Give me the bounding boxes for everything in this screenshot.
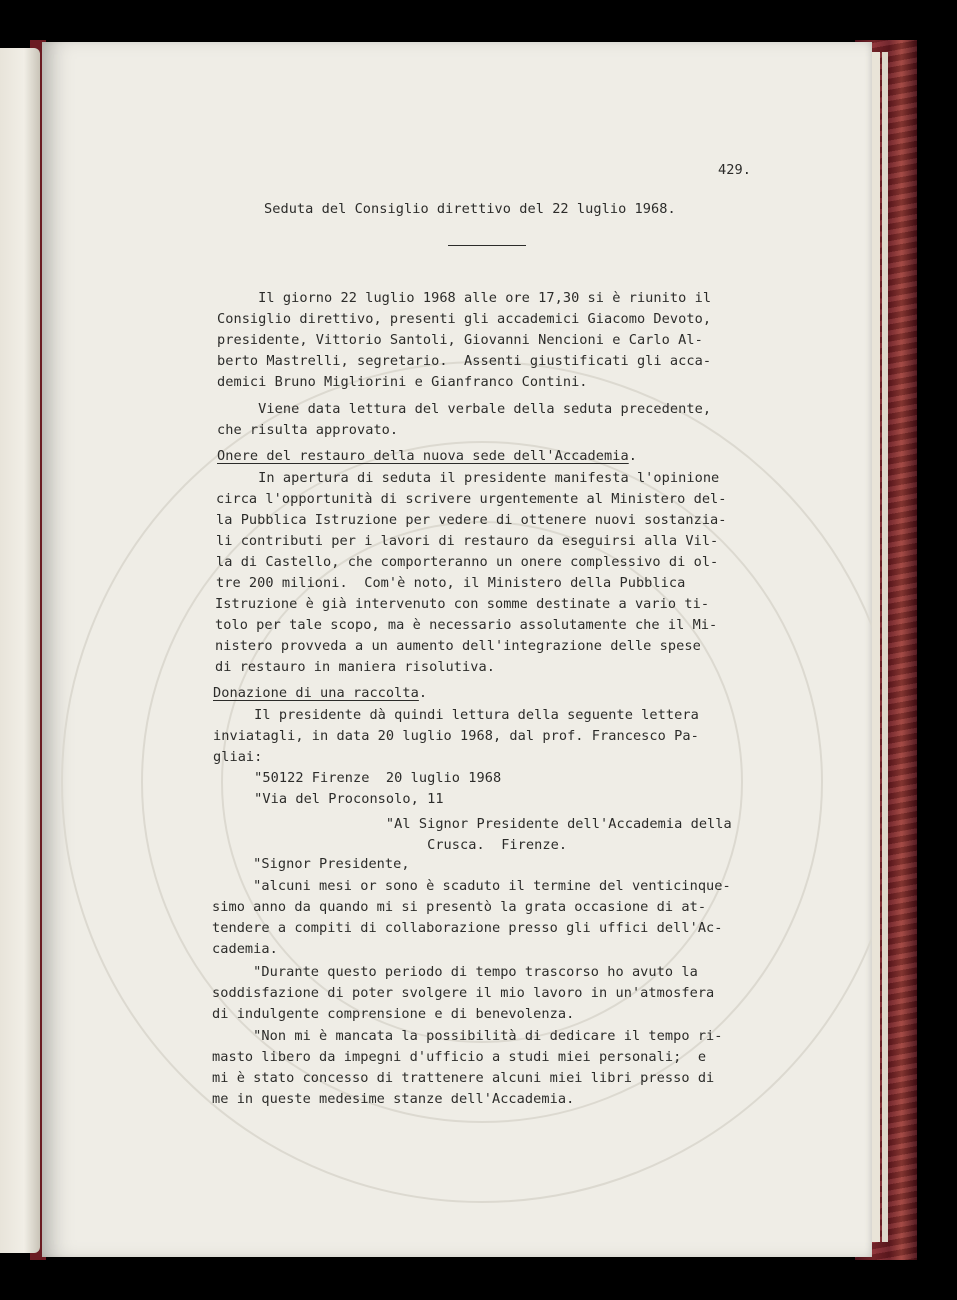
letter-body-line-0: "alcuni mesi or sono è scaduto il termine del venticinque- [212, 878, 731, 894]
letter-salutation: "Signor Presidente, [212, 856, 410, 872]
letter-recipient-line: "Al Signor Presidente dell'Accademia della [213, 816, 732, 832]
para-onere-line-0: In apertura di seduta il presidente manifesta l'opinione [217, 470, 720, 486]
heading-donazione-suffix: . [418, 685, 428, 701]
letter-body-line-10: me in queste medesime stanze dell'Accademia. [212, 1091, 575, 1107]
para-donazione-line-2: gliai: [213, 749, 263, 765]
letter-body-line-7: "Non mi è mancata la possibilità di dedicare il tempo ri- [212, 1028, 723, 1044]
page-edges [872, 52, 880, 1242]
document-page [42, 42, 872, 1257]
heading-donazione-text: Donazione di una raccolta [213, 685, 419, 701]
para-intro-line-1: Consiglio direttivo, presenti gli accademici Giacomo Devoto, [217, 311, 712, 327]
left-page [0, 48, 40, 1253]
para-intro-line-3: berto Mastrelli, segretario. Assenti giustificati gli acca- [217, 353, 712, 369]
letter-body-line-8: masto libero da impegni d'ufficio a studi miei personali; e [212, 1049, 707, 1065]
para-intro-line-2: presidente, Vittorio Santoli, Giovanni Nencioni e Carlo Al- [217, 332, 703, 348]
letter-street-line: "Via del Proconsolo, 11 [213, 791, 444, 807]
para-onere-line-9: di restauro in maniera risolutiva. [215, 659, 495, 675]
para-onere-line-6: Istruzione è già intervenuto con somme destinate a vario ti- [215, 596, 710, 612]
para-verbale-line-0: Viene data lettura del verbale della seduta precedente, [217, 401, 712, 417]
letter-recipient-city: Crusca. Firenze. [213, 837, 568, 853]
letter-body-line-3: cademia. [212, 941, 278, 957]
page-title: Seduta del Consiglio direttivo del 22 luglio 1968. [264, 201, 676, 217]
heading-onere-text: Onere del restauro della nuova sede dell'Accademia [217, 448, 629, 464]
para-intro-line-0: Il giorno 22 luglio 1968 alle ore 17,30 si è riunito il [217, 290, 712, 306]
para-donazione-line-1: inviatagli, in data 20 luglio 1968, dal prof. Francesco Pa- [213, 728, 699, 744]
letter-body-line-2: tendere a compiti di collaborazione presso gli uffici dell'Ac- [212, 920, 723, 936]
letter-body-line-6: di indulgente comprensione e di benevolenza. [212, 1006, 575, 1022]
page-edges-2 [882, 52, 888, 1242]
letter-body-line-5: soddisfazione di poter svolgere il mio lavoro in un'atmosfera [212, 985, 715, 1001]
section-heading-donazione [213, 683, 427, 704]
para-donazione-line-0: Il presidente dà quindi lettura della seguente lettera [213, 707, 699, 723]
letter-address-line: "50122 Firenze 20 luglio 1968 [213, 770, 502, 786]
para-verbale-line-1: che risulta approvato. [217, 422, 399, 438]
letter-body-line-4: "Durante questo periodo di tempo trascorso ho avuto la [212, 964, 698, 980]
title-rule [448, 245, 526, 246]
section-heading-onere [217, 446, 637, 467]
para-onere-line-8: nistero provveda a un aumento dell'integrazione delle spese [215, 638, 701, 654]
letter-body-line-1: simo anno da quando mi si presentò la grata occasione di at- [212, 899, 707, 915]
para-onere-line-7: tolo per tale scopo, ma è necessario assolutamente che il Mi- [215, 617, 718, 633]
para-onere-line-4: la di Castello, che comporteranno un onere complessivo di ol- [216, 554, 719, 570]
para-onere-line-2: la Pubblica Istruzione per vedere di ottenere nuovi sostanzia- [216, 512, 727, 528]
heading-onere-suffix: . [628, 448, 637, 464]
para-intro-line-4: demici Bruno Migliorini e Gianfranco Contini. [217, 374, 588, 390]
para-onere-line-1: circa l'opportunità di scrivere urgentemente al Ministero del- [216, 491, 727, 507]
para-onere-line-5: tre 200 milioni. Com'è noto, il Ministero della Pubblica [216, 575, 686, 591]
page-number: 429. [718, 162, 751, 178]
para-onere-line-3: li contributi per i lavori di restauro da eseguirsi alla Vil- [216, 533, 719, 549]
letter-body-line-9: mi è stato concesso di trattenere alcuni miei libri presso di [212, 1070, 715, 1086]
